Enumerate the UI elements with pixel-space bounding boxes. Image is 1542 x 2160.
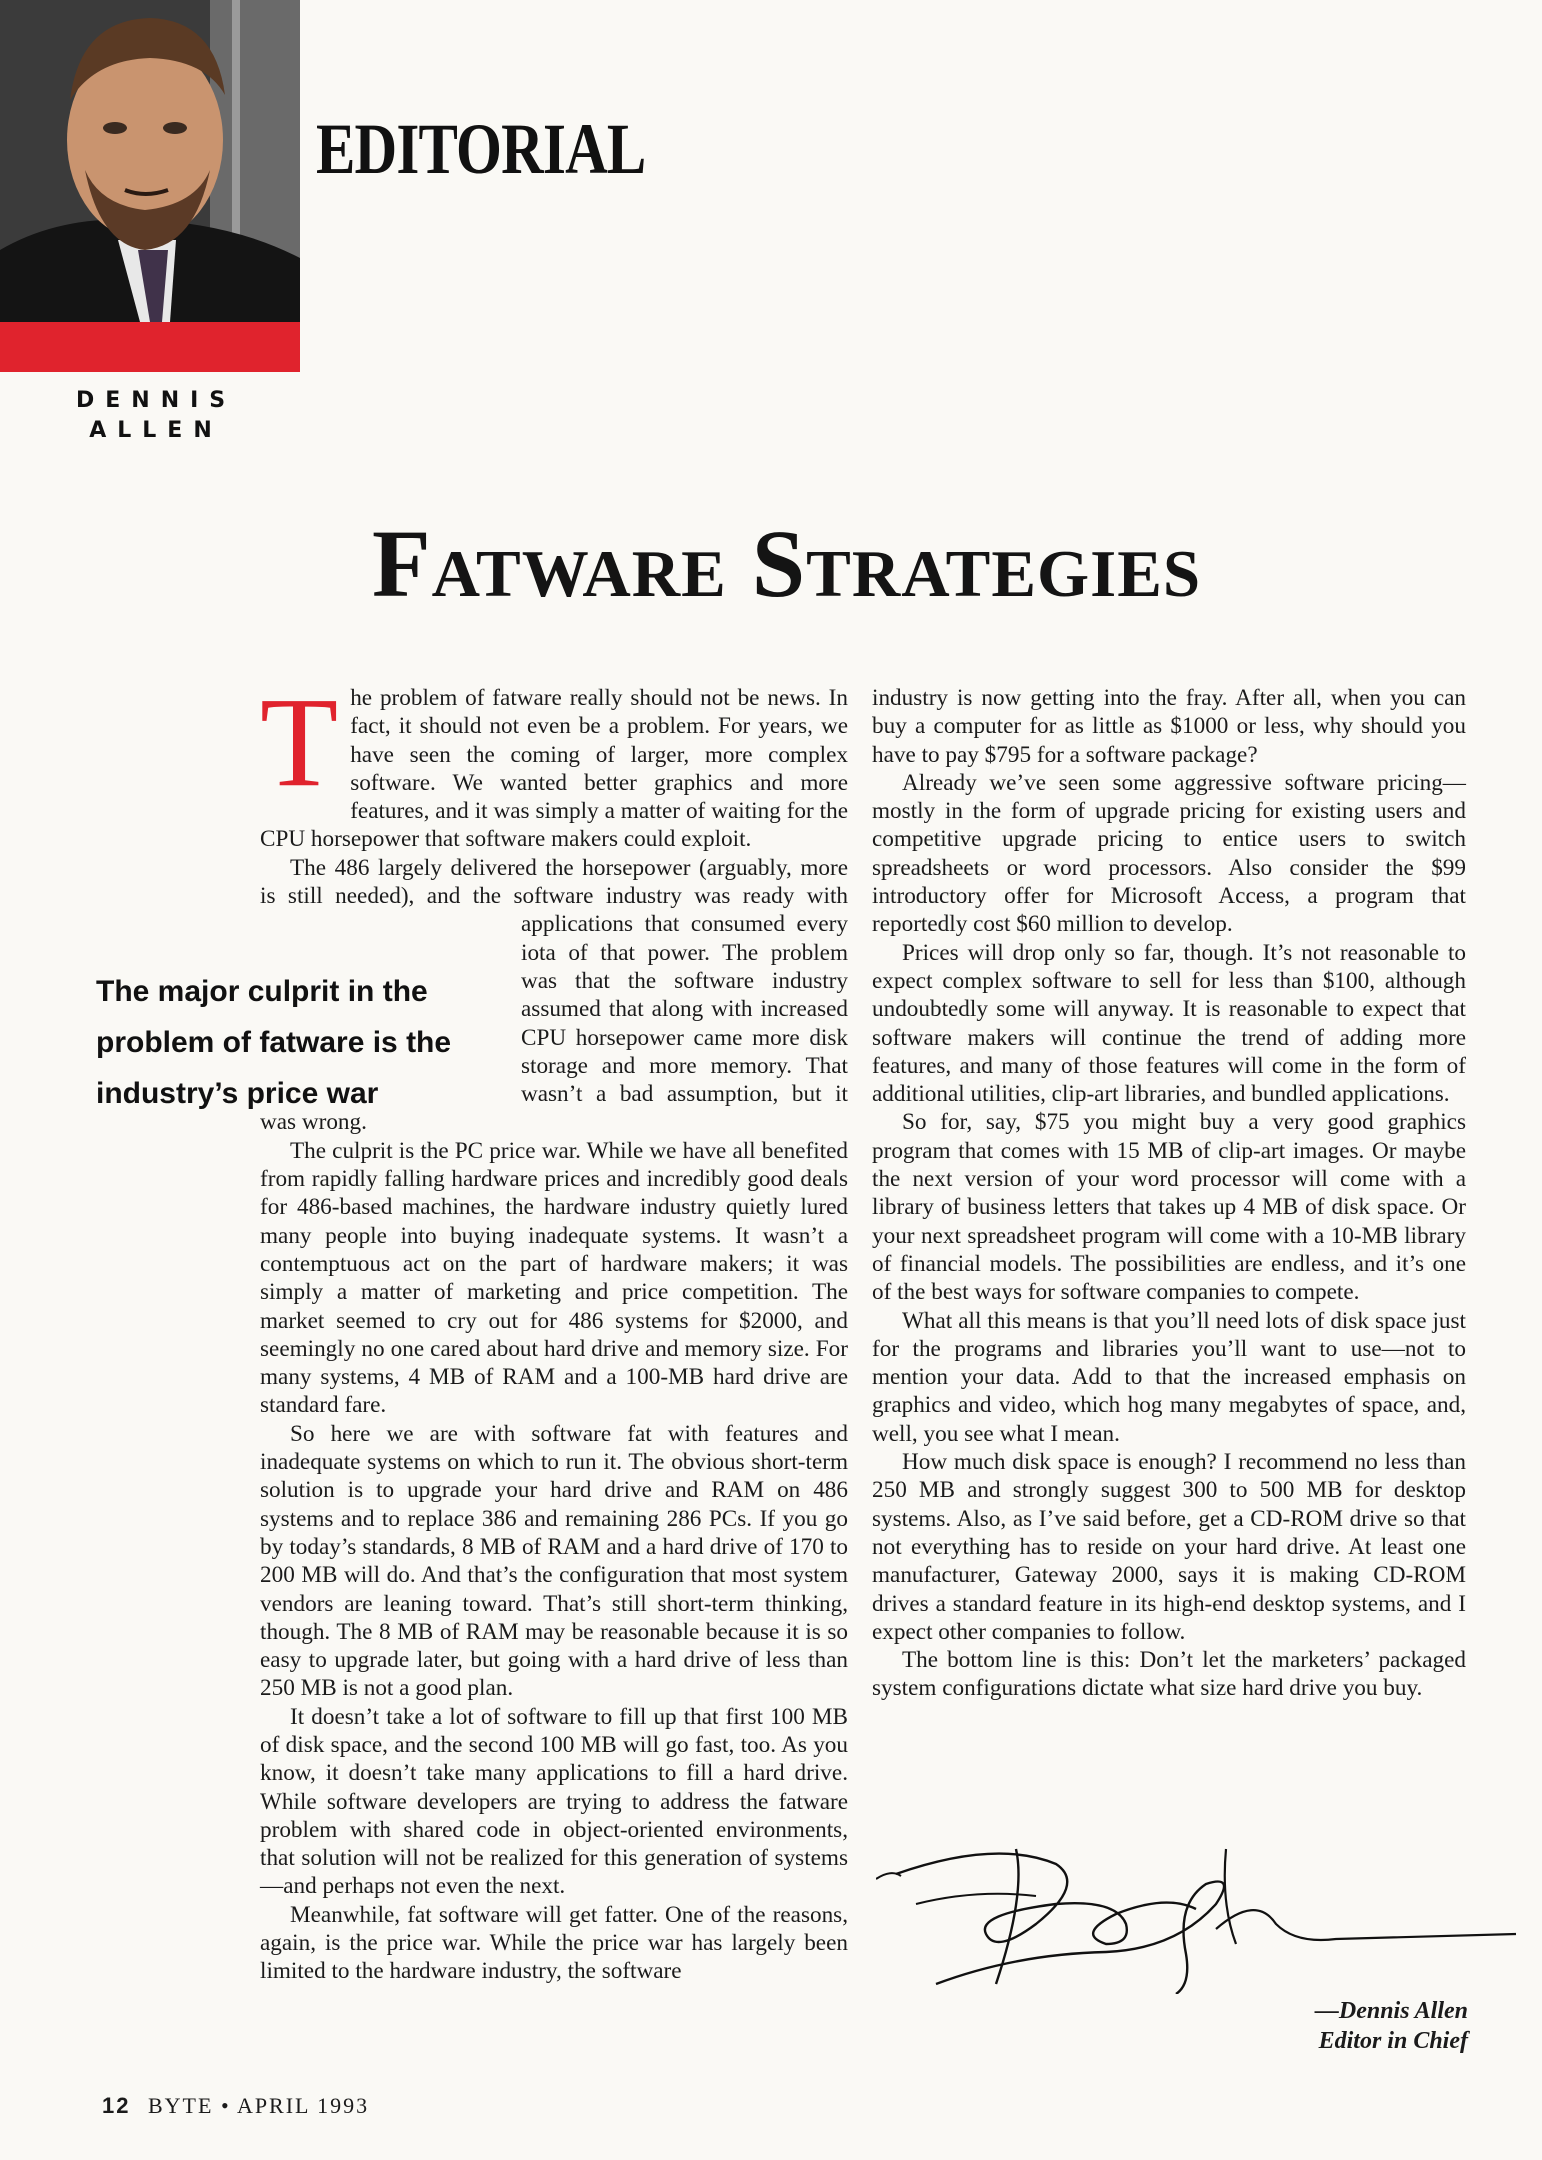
author-portrait-icon — [0, 0, 300, 322]
paragraph: The 486 largely delivered the horsepower (arguably, more is still needed), and the software industry was ready with applications that consumed every iota of that power. The problem was that the software industry assumed that along with increased CPU horsepower came more disk storage and more memory. That wasn’t a bad assumption, but it was wrong. — [260, 854, 848, 1137]
paragraph — [260, 671, 848, 854]
paragraph: It doesn’t take a lot of software to fill up that first 100 MB of disk space, and the second 100 MB will go fast, too. As you know, it doesn’t take many applications to fill a hard drive. While software developers are trying to address the fatware problem with shared code in object-oriented environments, that solution will not be realized for this generation of systems—and perhaps not even the next. — [260, 1703, 848, 1900]
pull-quote-gap — [256, 910, 521, 1102]
signoff-title: Editor in Chief — [1318, 2028, 1468, 2054]
paragraph: What all this means is that you’ll need lots of disk space just for the programs and libraries you’ll want to use—not to mention your data. Add to that the increased emphasis on graphics and video, which hog many megabytes of space, and, well, you see what I mean. — [872, 1307, 1466, 1447]
paragraph: Already we’ve seen some aggressive software pricing—mostly in the form of upgrade pricing for existing users and competitive upgrade pricing to entice users to switch spreadsheets or word processors. Also consider the $99 introductory offer for Microsoft Access, a program that reportedly cost $60 million to develop. — [872, 769, 1466, 938]
article-column-left — [260, 671, 848, 1986]
drop-cap: T — [260, 671, 339, 813]
paragraph: The culprit is the PC price war. While we have all benefited from rapidly falling hardware prices and incredibly good deals for 486-based machines, the hardware industry quietly lured many people into buying inadequate systems. It wasn’t a contemptuous act on the part of hardware makers; it was simply a matter of marketing and price competition. The market seemed to cry out for 486 systems for $2000, and seemingly no one cared about hard drive and memory size. For many systems, 4 MB of RAM and a 100-MB hard drive are standard fare. — [260, 1137, 848, 1419]
section-title: EDITORIAL — [316, 109, 646, 189]
author-photo — [0, 0, 300, 322]
paragraph: Meanwhile, fat software will get fatter. One of the reasons, again, is the price war. While the price war has largely been limited to the hardware industry, the software — [260, 1901, 848, 1985]
issue-date: APRIL 1993 — [236, 2093, 370, 2118]
paragraph: How much disk space is enough? I recommend no less than 250 MB and strongly suggest 300 to 500 MB for desktop systems. Also, as I’ve said before, get a CD-ROM drive so that not everything has to reside on your hard drive. At least one manufacturer, Gateway 2000, says it is making CD-ROM drives a standard feature in its high-end desktop systems, and I expect other companies to follow. — [872, 1449, 1466, 1645]
paragraph: Prices will drop only so far, though. It’s not reasonable to expect complex software to sell for less than $100, although undoubtedly some will anyway. It is reasonable to expect that software makers will continue the trend of adding more features, and many of those features will come in the form of additional utilities, clip-art libraries, and bundled applications. — [872, 939, 1466, 1108]
paragraph: So for, say, $75 you might buy a very good graphics program that comes with 15 MB of clip-art images. Or maybe the next version of your word processor will come with a library of business letters that takes up 4 MB of disk space. Or your next spreadsheet program will come with a 10-MB library of financial models. The possibilities are endless, and it’s one of the best ways for software companies to compete. — [872, 1109, 1466, 1306]
article-headline: Fatware Strategies — [372, 510, 1202, 617]
folio-separator: • — [220, 2093, 231, 2118]
article-column-right — [872, 684, 1466, 1703]
paragraph: So here we are with software fat with features and inadequate systems on which to run it. The obvious short-term solution is to upgrade your hard drive and RAM on 486 systems and to replace 386 and remaining 286 PCs. If you go by today’s standards, 8 MB of RAM and a hard drive of 170 to 200 MB will do. And that’s the configuration that most system vendors are leaning toward. That’s still short-term thinking, though. The 8 MB of RAM may be reasonable because it is so easy to upgrade later, but going with a hard drive of less than 250 MB is not a good plan. — [260, 1420, 848, 1702]
magazine-name: BYTE — [147, 2093, 214, 2118]
page-number: 12 — [102, 2093, 131, 2118]
author-last-name: ALLEN — [89, 418, 223, 443]
author-byline — [76, 386, 236, 446]
paragraph: industry is now getting into the fray. After all, when you can buy a computer for as little as $1000 or less, why should you have to pay $795 for a software package? — [872, 685, 1466, 768]
paragraph: The bottom line is this: Don’t let the marketers’ packaged system configurations dictate what size hard drive you buy. — [872, 1647, 1466, 1702]
handwritten-signature — [876, 1834, 1526, 1994]
accent-bar — [0, 322, 300, 372]
author-first-name: DENNIS — [76, 388, 237, 413]
page-folio — [102, 2093, 369, 2119]
signoff — [1315, 1996, 1468, 2056]
pull-quote: The major culprit in the problem of fatware is the industry’s price war — [96, 975, 452, 1110]
paragraph-text: he problem of fatware really should not be news. In fact, it should not even be a problem. For years, we have seen the coming of larger, more complex software. We wanted better graphics and more features, and it was simply a matter of waiting for the CPU horsepower that software makers could exploit. — [260, 685, 848, 853]
signoff-name: —Dennis Allen — [1314, 1998, 1468, 2024]
